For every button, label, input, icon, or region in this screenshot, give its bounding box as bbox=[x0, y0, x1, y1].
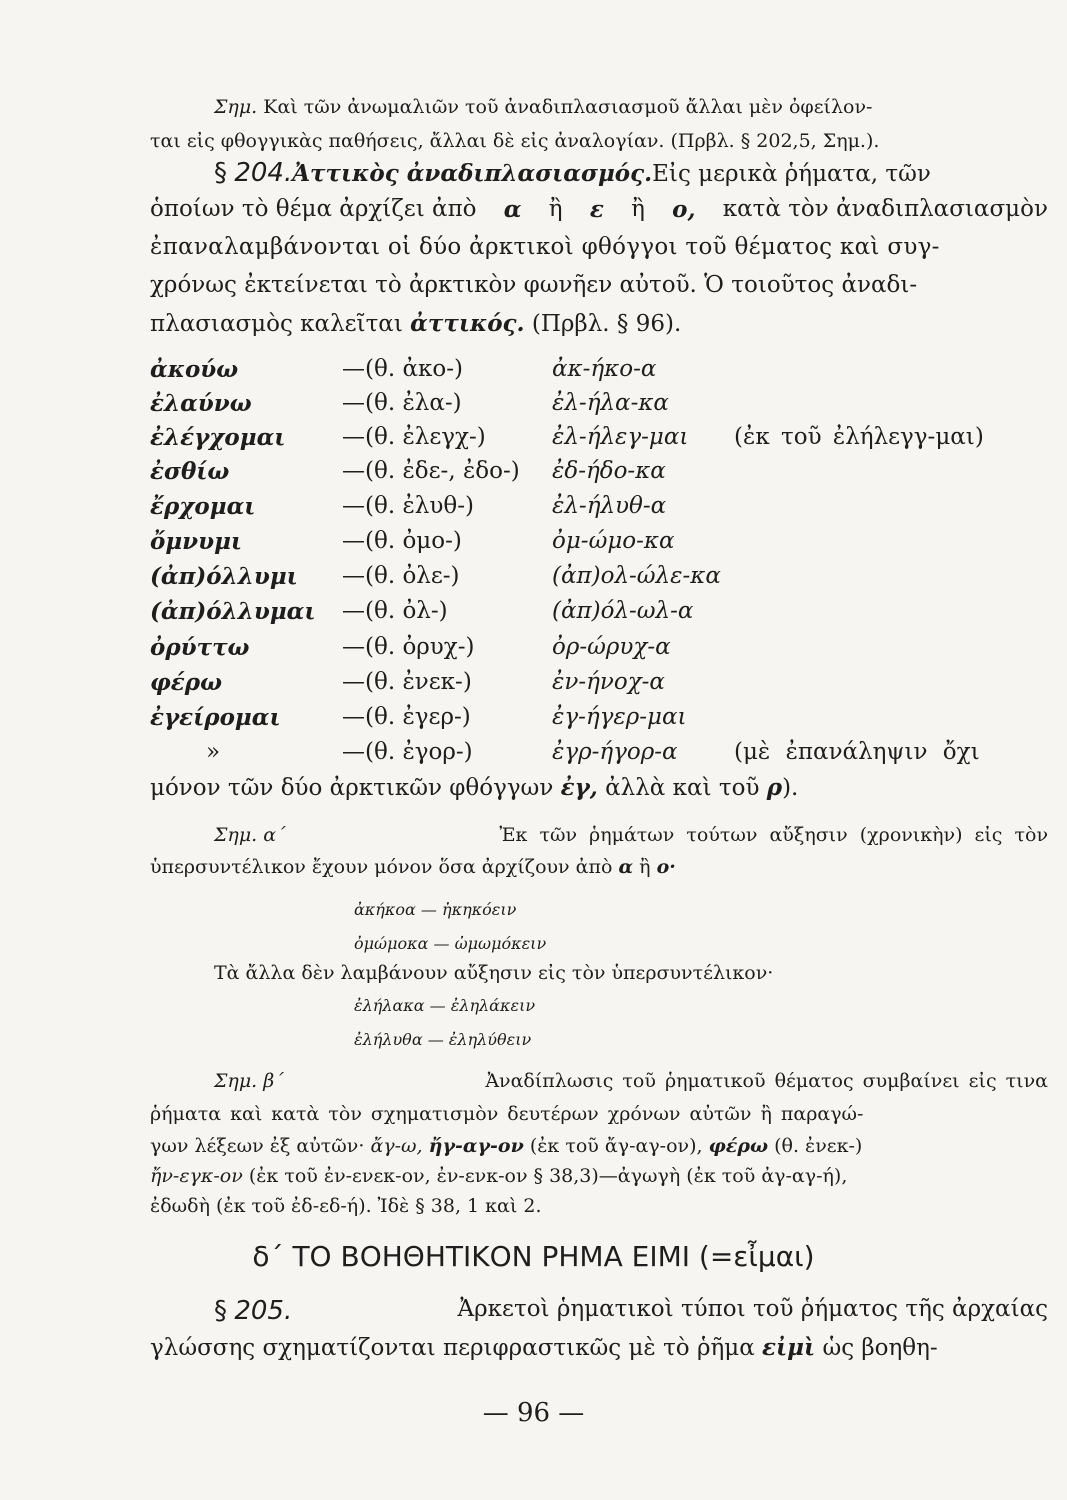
verb-perfect: ἐλ-ήλα-κα bbox=[552, 390, 669, 416]
section-204-line-2 bbox=[150, 196, 1048, 223]
note-b-line-2: ῥήματα καὶ κατὰ τὸν σχηματισμὸν δευτέρων χρόνων αὐτῶν ἢ παραγώ- bbox=[150, 1103, 864, 1125]
verb-theme: —(θ. ὀρυχ-) bbox=[342, 634, 475, 660]
section-204-title: Ἀττικὸς ἀναδιπλασιασμός. bbox=[292, 160, 653, 187]
verb-lemma: ἐγείρομαι bbox=[150, 704, 281, 731]
verb-perfect: ἐλ-ήλυθ-α bbox=[552, 493, 667, 519]
note-1-line-2: ται εἰς φθογγικὰς παθήσεις, ἄλλαι δὲ εἰς ἀναλογίαν. (Πρβλ. § 202,5, Σημ.). bbox=[150, 130, 880, 152]
text-span: ἢ bbox=[631, 196, 645, 222]
verb-perfect: ἐγρ-ήγορ-α bbox=[552, 739, 678, 765]
section-205-line-1 bbox=[214, 1296, 1048, 1326]
section-204-line-1 bbox=[214, 158, 931, 188]
verb-perfect: (ἀπ)ολ-ώλε-κα bbox=[552, 563, 721, 589]
letter-rho: ρ bbox=[766, 774, 783, 801]
section-204-number: 204. bbox=[234, 158, 293, 188]
section-204-line-4: χρόνως ἐκτείνεται τὸ ἀρκτικὸν φωνῆεν αὐτοῦ. Ὁ τοιοῦτος ἀναδι- bbox=[150, 272, 918, 298]
verb-perfect: (ἀπ)όλ-ωλ-α bbox=[552, 598, 694, 624]
verb-perfect: ὀμ-ώμο-κα bbox=[552, 528, 675, 554]
note-1-line-1 bbox=[214, 96, 1036, 118]
note-1-label: Σημ. bbox=[214, 96, 258, 118]
verb-lemma: (ἀπ)όλλυμαι bbox=[150, 598, 316, 625]
note-b-label: Σημ. β΄ bbox=[214, 1070, 284, 1092]
section-symbol: § bbox=[214, 1296, 227, 1326]
letter-epsilon: ε bbox=[589, 196, 604, 223]
text-span: ἢ bbox=[548, 196, 563, 222]
text-span: (Πρβλ. § 96). bbox=[531, 311, 682, 337]
verb-theme: —(θ. ἐνεκ-) bbox=[342, 669, 472, 695]
note-b-line-5: ἐδωδὴ (ἐκ τοῦ ἐδ-εδ-ή). Ἰδὲ § 38, 1 καὶ 2. bbox=[150, 1195, 542, 1217]
note-b-line-4 bbox=[150, 1165, 847, 1187]
verb-theme: —(θ. ὀλ-) bbox=[342, 598, 448, 624]
text-span: γλώσσης σχηματίζονται περιφραστικῶς μὲ τὸ ῥῆμα bbox=[150, 1335, 755, 1361]
note-a-line-2 bbox=[150, 856, 676, 878]
letter-alpha: α bbox=[503, 196, 522, 223]
verb-lemma: ὀρύττω bbox=[150, 634, 250, 661]
text-span: (θ. ἐνεκ-) bbox=[774, 1135, 863, 1157]
verb-lemma: φέρω bbox=[150, 669, 222, 696]
verb-theme: —(θ. ἐδε-, ἐδο-) bbox=[342, 458, 520, 484]
continuation-line bbox=[150, 774, 798, 801]
letters-eg: ἐγ, bbox=[560, 774, 598, 801]
note-a-middle: Τὰ ἄλλα δὲν λαμβάνουν αὔξησιν εἰς τὸν ὑπερσυντέλικον· bbox=[214, 962, 774, 984]
verb-lemma: (ἀπ)όλλυμι bbox=[150, 563, 298, 590]
section-204-line-5 bbox=[150, 310, 681, 337]
verb-lemma: ὄμνυμι bbox=[150, 528, 243, 555]
text-span: (ἐκ τοῦ ἄγ-αγ-ον), bbox=[529, 1135, 703, 1157]
section-205-number: 205. bbox=[234, 1296, 293, 1326]
verb-theme: —(θ. ἀκο-) bbox=[342, 356, 463, 382]
example-1: ἀκήκοα — ἠκηκόειν bbox=[354, 900, 517, 919]
term-eimi: εἰμὶ bbox=[762, 1334, 816, 1361]
term-attikos: ἀττικός. bbox=[410, 310, 525, 337]
verb-lemma: ἐσθίω bbox=[150, 458, 230, 485]
page-number: — 96 — bbox=[482, 1398, 585, 1428]
verb-theme: —(θ. ἐλυθ-) bbox=[342, 493, 474, 519]
letter-omicron: ο· bbox=[656, 856, 676, 878]
section-symbol: § bbox=[214, 158, 227, 188]
form-italic: ἤν-εγκ-ον bbox=[150, 1165, 243, 1187]
text-span: ὁποίων τὸ θέμα ἀρχίζει ἀπὸ bbox=[150, 196, 477, 222]
verb-theme: —(θ. ἐλεγχ-) bbox=[342, 424, 486, 450]
form-bold-italic: φέρω bbox=[708, 1135, 769, 1157]
verb-perfect: ἀκ-ήκο-α bbox=[552, 356, 657, 382]
letter-alpha: α bbox=[618, 856, 634, 878]
verb-perfect: ὀρ-ώρυχ-α bbox=[552, 634, 671, 660]
verb-theme: —(θ. ὀμο-) bbox=[342, 528, 462, 554]
verb-note: (μὲ ἐπανάληψιν ὄχι bbox=[734, 739, 980, 765]
text-span: (ἐκ τοῦ ἐν-ενεκ-ον, ἐν-ενκ-ον § 38,3)—ἀγωγὴ (ἐκ τοῦ ἀγ-αγ-ή), bbox=[248, 1165, 848, 1187]
example-4: ἐλήλυθα — ἐληλύθειν bbox=[354, 1030, 532, 1049]
verb-lemma-ditto: » bbox=[206, 739, 221, 765]
letter-omicron: ο, bbox=[672, 196, 696, 223]
verb-lemma: ἔρχομαι bbox=[150, 493, 256, 520]
text-span: ἀλλὰ καὶ τοῦ bbox=[605, 775, 760, 801]
verb-theme: —(θ. ἐγερ-) bbox=[342, 704, 471, 730]
section-204-line-3: ἐπαναλαμβάνονται οἱ δύο ἀρκτικοὶ φθόγγοι τοῦ θέματος καὶ συγ- bbox=[150, 234, 940, 260]
text-span: ὡς βοηθη- bbox=[822, 1335, 938, 1361]
verb-perfect: ἐλ-ήλεγ-μαι bbox=[552, 424, 689, 450]
text-span: Ἐκ τῶν ῥημάτων τούτων αὔξησιν (χρονικὴν) εἰς τὸν bbox=[499, 824, 1048, 846]
text-span: πλασιασμὸς καλεῖται bbox=[150, 311, 403, 337]
verb-theme: —(θ. ἐλα-) bbox=[342, 390, 462, 416]
verb-lemma: ἐλέγχομαι bbox=[150, 424, 286, 451]
verb-perfect: ἐν-ήνοχ-α bbox=[552, 669, 665, 695]
verb-theme: —(θ. ἐγορ-) bbox=[342, 739, 473, 765]
text-span: Ἀρκετοὶ ῥηματικοὶ τύποι τοῦ ῥήματος τῆς ἀρχαίας bbox=[457, 1296, 1048, 1322]
example-2: ὀμώμοκα — ὠμωμόκειν bbox=[354, 934, 547, 953]
verb-perfect: ἐδ-ήδο-κα bbox=[552, 458, 666, 484]
text-span: ). bbox=[782, 775, 799, 801]
verb-theme: —(θ. ὀλε-) bbox=[342, 563, 460, 589]
form-italic: ἄγ-ω, bbox=[370, 1135, 423, 1157]
form-bold-italic: ἤγ-αγ-ον bbox=[428, 1135, 524, 1157]
note-a-label: Σημ. α΄ bbox=[214, 824, 286, 846]
example-3: ἐλήλακα — ἐληλάκειν bbox=[354, 996, 536, 1015]
text-span: μόνον τῶν δύο ἀρκτικῶν φθόγγων bbox=[150, 775, 554, 801]
note-a-line-1 bbox=[214, 824, 1048, 846]
note-b-line-1 bbox=[214, 1070, 1048, 1092]
verb-note: (ἐκ τοῦ ἐλήλεγγ-μαι) bbox=[734, 424, 984, 450]
text-span: ὑπερσυντέλικον ἔχουν μόνον ὅσα ἀρχίζουν ἀπὸ bbox=[150, 856, 613, 878]
text-span: γων λέξεων ἐξ αὐτῶν· bbox=[150, 1135, 365, 1157]
section-204-line1-text: Εἰς μερικὰ ῥήματα, τῶν bbox=[652, 161, 931, 187]
chapter-heading: δ΄ ΤΟ ΒΟΗΘΗΤΙΚΟΝ ΡΗΜΑ ΕΙΜΙ (=εἶμαι) bbox=[252, 1240, 815, 1273]
text-span: ἢ bbox=[639, 856, 651, 878]
text-span: κατὰ τὸν ἀναδιπλασιασμὸν bbox=[722, 196, 1048, 222]
verb-perfect: ἐγ-ήγερ-μαι bbox=[552, 704, 687, 730]
text-span: Ἀναδίπλωσις τοῦ ῥηματικοῦ θέματος συμβαίνει εἰς τινα bbox=[485, 1070, 1048, 1092]
note-b-line-3 bbox=[150, 1135, 862, 1157]
verb-lemma: ἀκούω bbox=[150, 356, 239, 383]
verb-lemma: ἐλαύνω bbox=[150, 390, 252, 417]
note-1-text-1: Καὶ τῶν ἀνωμαλιῶν τοῦ ἀναδιπλασιασμοῦ ἄλλαι μὲν ὀφείλον- bbox=[263, 96, 873, 118]
section-205-line-2 bbox=[150, 1334, 938, 1361]
